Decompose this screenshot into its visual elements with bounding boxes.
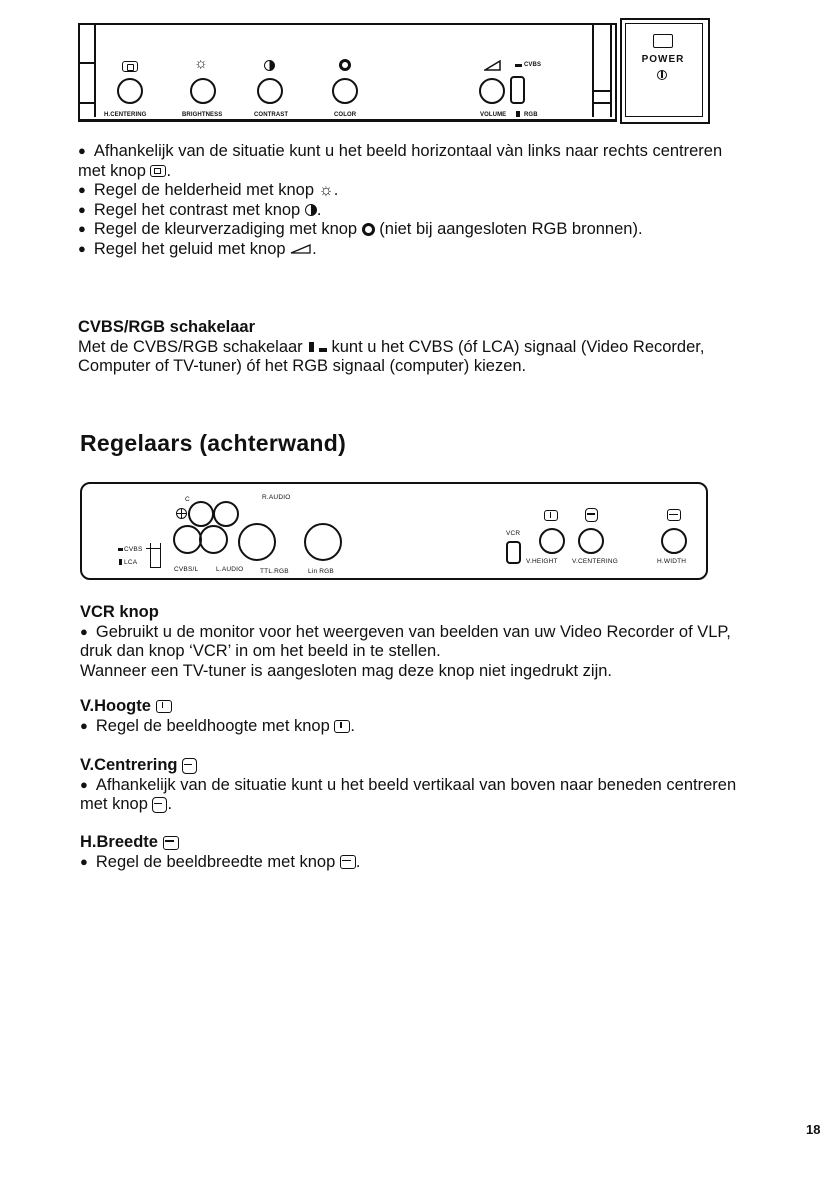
list-item: ● Afhankelijk van de situatie kunt u het beeld horizontaal vàn links naar rechts centreren (78, 142, 818, 162)
lca-label: LCA (124, 559, 138, 566)
crosshair-icon (176, 508, 187, 519)
contrast-icon (305, 204, 317, 216)
front-panel-diagram (78, 18, 708, 124)
h-width-icon (340, 855, 356, 869)
lca-marker-icon (119, 559, 122, 565)
v-centering-icon (152, 797, 167, 813)
volume-label: VOLUME (480, 112, 507, 118)
paragraph-line: Met de CVBS/RGB schakelaar kunt u het CVBS (óf LCA) signaal (Video Recorder, (78, 337, 705, 356)
r-audio-connector[interactable] (213, 501, 239, 527)
list-item: ● Regel de helderheid met knop ☼. (78, 181, 818, 201)
color-icon (362, 223, 375, 236)
contrast-label: CONTRAST (254, 112, 289, 118)
v-centering-label: V.CENTERING (572, 558, 619, 565)
v-height-label: V.HEIGHT (526, 558, 558, 565)
cvbs-top-label: CVBS (524, 62, 542, 68)
v-centering-icon (585, 508, 598, 522)
cvbs-button-icon (515, 64, 522, 67)
list-item: ● Afhankelijk van de situatie kunt u het beeld vertikaal van boven naar beneden centreren (80, 776, 820, 796)
page-number: 18 (806, 1122, 821, 1137)
color-knob[interactable] (332, 78, 358, 104)
rgb-button-icon (309, 342, 314, 352)
r-audio-label: R.AUDIO (262, 494, 291, 501)
h-centering-knob[interactable] (117, 78, 143, 104)
v-height-icon (544, 510, 558, 521)
list-item: ● Regel de beeldbreedte met knop . (80, 853, 820, 873)
list-item: met knop . (78, 161, 172, 180)
cvbs-l-label: CVBS/L (174, 566, 199, 573)
volume-knob[interactable] (479, 78, 505, 104)
v-height-icon (156, 700, 172, 713)
h-width-knob[interactable] (661, 528, 687, 554)
cvbs-label: CVBS (124, 546, 143, 553)
power-section (620, 18, 710, 124)
volume-icon (290, 243, 312, 255)
cvbs-marker-icon (118, 548, 123, 551)
v-centering-icon (182, 758, 197, 774)
v-height-icon (334, 720, 350, 733)
contrast-icon (264, 60, 275, 71)
cvbs-button-icon (319, 348, 327, 352)
volume-icon (484, 60, 502, 72)
section-heading: CVBS/RGB schakelaar (78, 318, 255, 336)
paragraph-line: met knop . (80, 795, 173, 813)
vcr-label: VCR (506, 530, 521, 537)
list-item: ● Regel het geluid met knop . (78, 240, 818, 260)
list-item: ● Regel de beeldhoogte met knop . (80, 717, 820, 737)
vcr-button[interactable] (506, 541, 521, 564)
power-button[interactable] (657, 70, 667, 80)
brightness-knob[interactable] (190, 78, 216, 104)
vcr-section (80, 603, 820, 681)
intro-bullet-list (78, 142, 818, 259)
paragraph-line: Computer of TV-tuner) óf het RGB signaal (computer) kiezen. (78, 357, 527, 375)
cvbs-rgb-switch[interactable] (510, 76, 525, 104)
contrast-knob[interactable] (257, 78, 283, 104)
page-title: Regelaars (achterwand) (80, 430, 347, 456)
lin-rgb-connector[interactable] (304, 523, 342, 561)
list-item: ● Gebruikt u de monitor voor het weergeven van beelden van uw Video Recorder of VLP, (80, 623, 820, 643)
h-width-section (80, 833, 820, 872)
section-heading: VCR knop (80, 603, 159, 621)
brightness-label: BRIGHTNESS (182, 112, 223, 118)
lin-rgb-label: Lin RGB (308, 568, 334, 575)
switch-divider (146, 548, 161, 549)
rear-panel-diagram (80, 482, 708, 580)
ttl-rgb-connector[interactable] (238, 523, 276, 561)
v-height-section (80, 697, 820, 736)
h-centering-label: H.CENTERING (104, 112, 147, 118)
v-centering-knob[interactable] (578, 528, 604, 554)
l-audio-label: L.AUDIO (216, 566, 244, 573)
h-centering-icon (122, 61, 138, 72)
list-item: ● Regel het contrast met knop . (78, 201, 818, 221)
brightness-icon: ☼ (318, 181, 334, 199)
section-heading: V.Hoogte (80, 697, 820, 717)
paragraph-line: druk dan knop ‘VCR’ in om het beeld in te stellen. (80, 642, 441, 660)
list-item: ● Regel de kleurverzadiging met knop (niet bij aangesloten RGB bronnen). (78, 220, 818, 240)
h-width-icon (163, 836, 179, 850)
rgb-button-icon (516, 111, 520, 117)
color-icon (339, 59, 351, 71)
cvbs-lca-switch[interactable] (150, 543, 161, 568)
l-audio-connector[interactable] (199, 525, 228, 554)
v-height-knob[interactable] (539, 528, 565, 554)
paragraph-line: Wanneer een TV-tuner is aangesloten mag deze knop niet ingedrukt zijn. (80, 661, 612, 680)
cvbs-l-connector[interactable] (173, 525, 202, 554)
brightness-icon: ☼ (194, 55, 208, 72)
section-heading: V.Centrering (80, 756, 820, 776)
h-width-icon (667, 509, 681, 521)
h-width-label: H.WIDTH (657, 558, 687, 565)
v-centering-section (80, 756, 820, 815)
section-heading: H.Breedte (80, 833, 820, 853)
h-centering-icon (150, 165, 166, 177)
power-label: POWER (641, 54, 685, 65)
color-label: COLOR (334, 112, 357, 118)
c-connector[interactable] (188, 501, 214, 527)
ttl-rgb-label: TTL.RGB (260, 568, 289, 575)
c-label: C (185, 496, 190, 503)
rgb-bottom-label: RGB (524, 112, 538, 118)
cvbs-rgb-section (78, 318, 818, 377)
power-indicator-icon (653, 34, 673, 48)
